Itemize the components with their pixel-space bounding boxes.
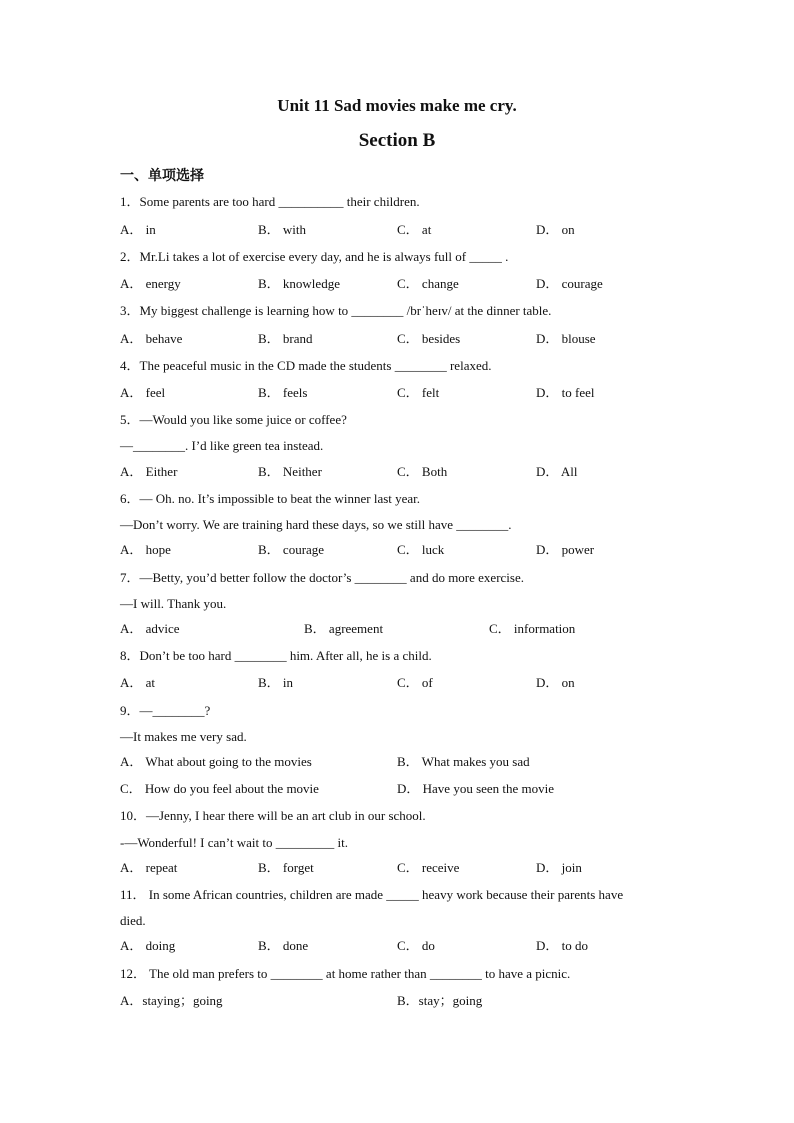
question-5-stem: 5．—Would you like some juice or coffee? xyxy=(120,412,347,427)
question-1-option-d: D． on xyxy=(536,222,575,237)
question-8-option-b: B． in xyxy=(258,675,294,690)
question-5-option-d: D． All xyxy=(536,464,578,479)
question-4-option-d: D． to feel xyxy=(536,385,595,400)
question-11-option-c: C． do xyxy=(397,938,435,953)
question-6-option-a: A． hope xyxy=(120,542,171,557)
question-5-reply: —________. I’d like green tea instead. xyxy=(120,438,324,453)
question-5-option-b: B． Neither xyxy=(258,464,322,479)
question-9-option-b: B． What makes you sad xyxy=(397,754,530,769)
question-10-option-c: C． receive xyxy=(397,860,460,875)
question-9-option-d: D． Have you seen the movie xyxy=(397,781,555,796)
question-4-option-a: A． feel xyxy=(120,385,166,400)
question-8-option-d: D． on xyxy=(536,675,575,690)
question-1-option-a: A． in xyxy=(120,222,156,237)
question-7-stem: 7．—Betty, you’d better follow the doctor’s ________ and do more exercise. xyxy=(120,570,524,585)
question-2-option-d: D． courage xyxy=(536,276,603,291)
page-title: Unit 11 Sad movies make me cry. xyxy=(277,96,517,115)
question-6-option-c: C． luck xyxy=(397,542,445,557)
question-2-option-c: C． change xyxy=(397,276,459,291)
question-5-option-c: C． Both xyxy=(397,464,448,479)
question-7-option-c: C． information xyxy=(489,621,576,636)
question-12-stem: 12． The old man prefers to ________ at home rather than ________ to have a picnic. xyxy=(120,966,571,981)
question-6-option-d: D． power xyxy=(536,542,595,557)
question-9-stem: 9．—________? xyxy=(120,703,211,718)
question-10-option-b: B． forget xyxy=(258,860,314,875)
question-11-option-a: A． doing xyxy=(120,938,176,953)
question-7-option-b: B． agreement xyxy=(304,621,384,636)
question-9-option-a: A． What about going to the movies xyxy=(120,754,312,769)
question-10-reply: -—Wonderful! I can’t wait to _________ it. xyxy=(120,835,348,850)
question-10-option-d: D． join xyxy=(536,860,582,875)
question-3-stem: 3．My biggest challenge is learning how to ________ /brˈheɪv/ at the dinner table. xyxy=(120,303,552,318)
question-1-option-b: B． with xyxy=(258,222,307,237)
question-4-stem: 4．The peaceful music in the CD made the students ________ relaxed. xyxy=(120,358,492,373)
question-12-option-b: B．stay；going xyxy=(397,993,483,1008)
question-1-stem: 1．Some parents are too hard __________ their children. xyxy=(120,194,420,209)
section-heading: 一、单项选择 xyxy=(120,168,204,184)
question-1-option-c: C． at xyxy=(397,222,432,237)
question-2-option-a: A． energy xyxy=(120,276,181,291)
question-8-option-a: A． at xyxy=(120,675,156,690)
page-subtitle: Section B xyxy=(358,130,436,151)
question-11-option-b: B． done xyxy=(258,938,309,953)
question-4-option-c: C． felt xyxy=(397,385,440,400)
question-10-stem: 10．—Jenny, I hear there will be an art club in our school. xyxy=(120,808,426,823)
question-3-option-c: C． besides xyxy=(397,331,461,346)
question-6-stem: 6．— Oh. no. It’s impossible to beat the winner last year. xyxy=(120,491,421,506)
question-8-stem: 8．Don’t be too hard ________ him. After all, he is a child. xyxy=(120,648,432,663)
question-6-reply: —Don’t worry. We are training hard these days, so we still have ________. xyxy=(120,517,512,532)
question-2-option-b: B． knowledge xyxy=(258,276,340,291)
question-9-option-c: C． How do you feel about the movie xyxy=(120,781,319,796)
question-3-option-b: B． brand xyxy=(258,331,313,346)
question-7-reply: —I will. Thank you. xyxy=(120,596,227,611)
question-8-option-c: C． of xyxy=(397,675,433,690)
question-11-option-d: D． to do xyxy=(536,938,589,953)
question-4-option-b: B． feels xyxy=(258,385,308,400)
question-12-option-a: A．staying；going xyxy=(120,993,223,1008)
question-3-option-a: A． behave xyxy=(120,331,183,346)
question-11-stem: 11． In some African countries, children are made _____ heavy work because their parents have xyxy=(120,887,624,902)
question-7-option-a: A． advice xyxy=(120,621,180,636)
question-5-option-a: A． Either xyxy=(120,464,178,479)
question-10-option-a: A． repeat xyxy=(120,860,178,875)
question-2-stem: 2．Mr.Li takes a lot of exercise every day, and he is always full of _____ . xyxy=(120,249,509,264)
question-3-option-d: D． blouse xyxy=(536,331,596,346)
question-6-option-b: B． courage xyxy=(258,542,325,557)
question-9-reply: —It makes me very sad. xyxy=(120,729,247,744)
question-11-stem-continued: died. xyxy=(120,913,146,928)
